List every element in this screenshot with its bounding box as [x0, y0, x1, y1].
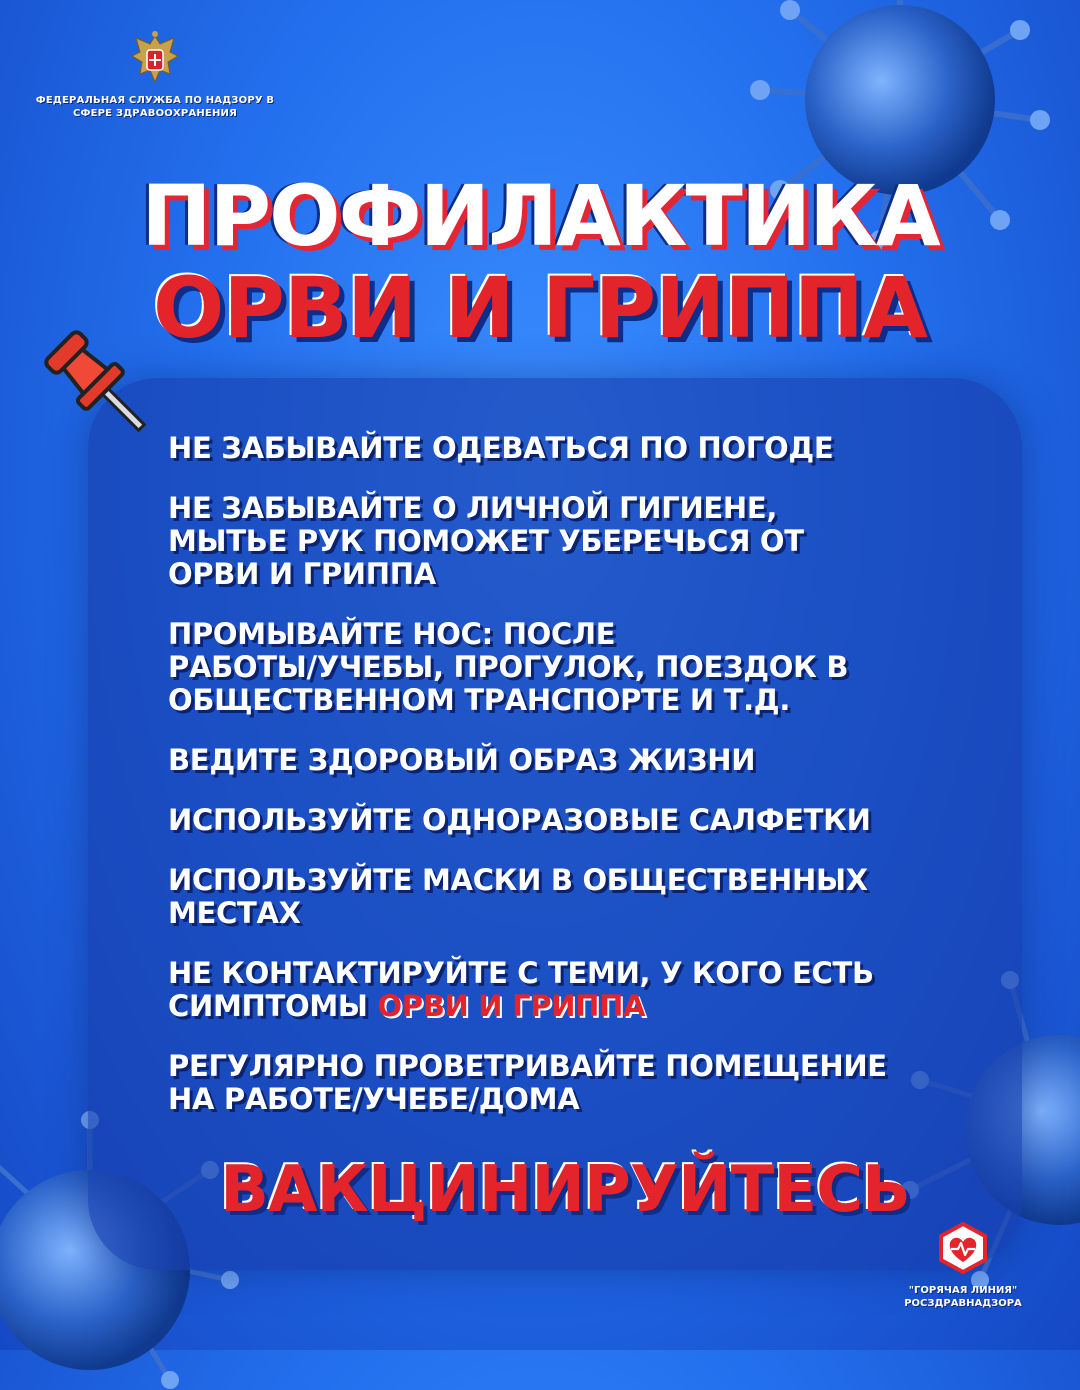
tip-text: РЕГУЛЯРНО ПРОВЕТРИВАЙТЕ ПОМЕЩЕНИЕ НА РАБОТЕ/УЧЕБЕ/ДОМА: [168, 1049, 887, 1116]
tip-item: [168, 1050, 1028, 1116]
tip-text: ВЕДИТЕ ЗДОРОВЫЙ ОБРАЗ ЖИЗНИ: [168, 743, 756, 777]
org-name: ФЕДЕРАЛЬНАЯ СЛУЖБА ПО НАДЗОРУ В СФЕРЕ ЗДРАВООХРАНЕНИЯ: [35, 95, 275, 119]
tip-text: НЕ ЗАБЫВАЙТЕ О ЛИЧНОЙ ГИГИЕНЕ, МЫТЬЕ РУК ПОМОЖЕТ УБЕРЕЧЬСЯ ОТ ОРВИ И ГРИППА: [168, 491, 804, 591]
heart-pulse-hexagon-icon: [937, 1222, 989, 1274]
tip-text: ИСПОЛЬЗУЙТЕ МАСКИ В ОБЩЕСТВЕННЫХ МЕСТАХ: [168, 863, 868, 930]
tip-text: НЕ КОНТАКТИРУЙТЕ С ТЕМИ, У КОГО ЕСТЬ СИМПТОМЫ: [168, 956, 874, 1023]
tip-item: [168, 804, 1028, 837]
page-subtitle: ОРВИ И ГРИППА: [152, 259, 928, 357]
page-title: ПРОФИЛАКТИКА: [141, 167, 939, 265]
tip-item: [168, 744, 1028, 777]
hotline-text: "ГОРЯЧАЯ ЛИНИЯ" РОСЗДРАВНАДЗОРА: [904, 1285, 1022, 1309]
tip-text: НЕ ЗАБЫВАЙТЕ ОДЕВАТЬСЯ ПО ПОГОДЕ: [168, 431, 834, 465]
tip-item: [168, 618, 1028, 717]
hotline-logo: [888, 1222, 1038, 1310]
tip-item: [168, 957, 1028, 1023]
tip-item: [168, 432, 1028, 465]
tip-accent: ОРВИ И ГРИППА: [377, 989, 646, 1023]
tip-text: ИСПОЛЬЗУЙТЕ ОДНОРАЗОВЫЕ САЛФЕТКИ: [168, 803, 871, 837]
tip-item: [168, 492, 1028, 591]
tips-list: [168, 432, 1028, 1143]
red-push-pin-icon: [34, 320, 164, 450]
double-headed-eagle-emblem-icon: [130, 30, 180, 88]
vaccinate-call-to-action: ВАКЦИНИРУЙТЕСЬ: [220, 1153, 910, 1227]
org-logo: [20, 30, 290, 120]
tip-text: ПРОМЫВАЙТЕ НОС: ПОСЛЕ РАБОТЫ/УЧЕБЫ, ПРОГУЛОК, ПОЕЗДОК В ОБЩЕСТВЕННОМ ТРАНСПОРТЕ И Т.Д.: [168, 617, 849, 717]
tip-item: [168, 864, 1028, 930]
